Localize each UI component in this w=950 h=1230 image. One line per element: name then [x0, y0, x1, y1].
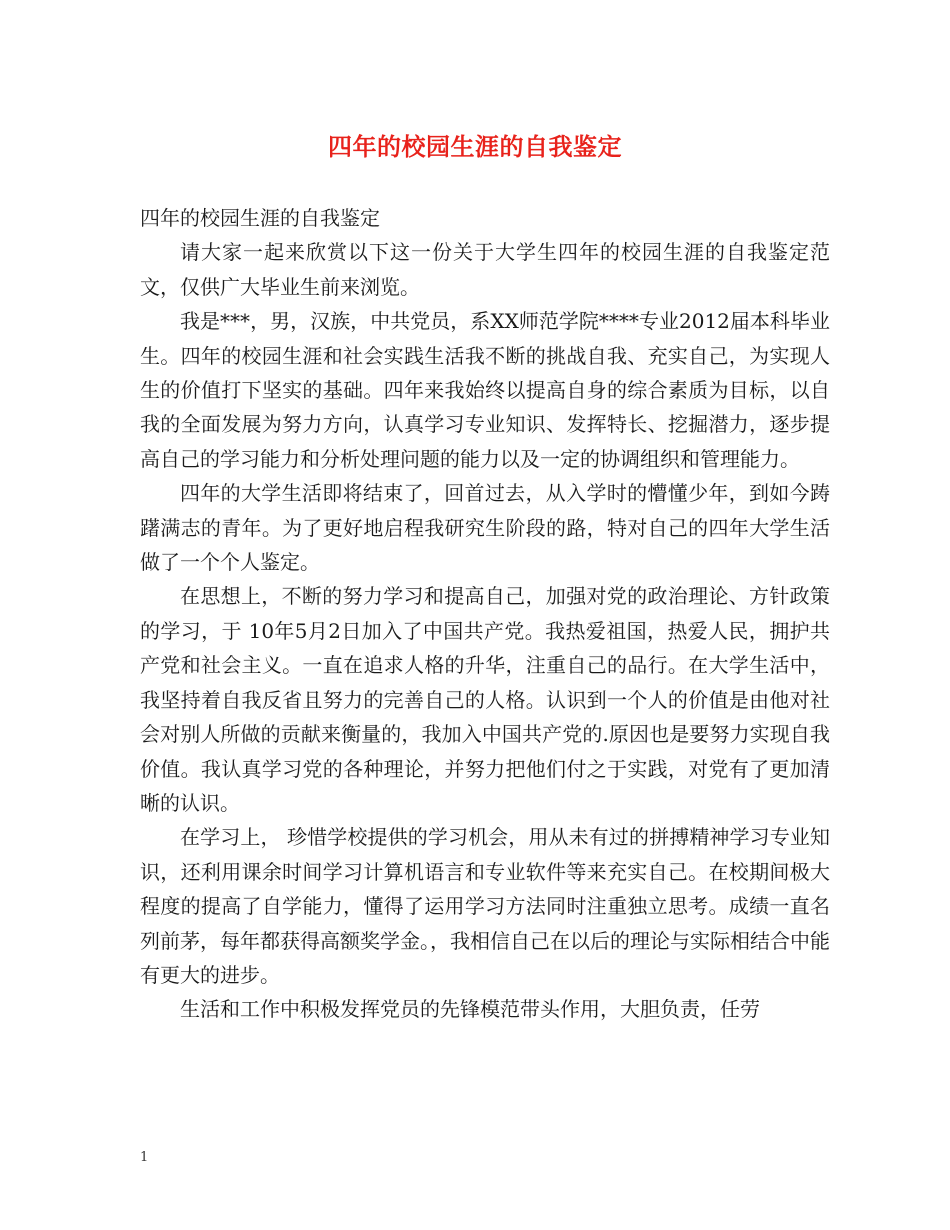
document-body — [140, 201, 830, 1027]
paragraph-ideology: 在思想上，不断的努力学习和提高自己，加强对党的政治理论、方针政策的学习，于 10年5月2日加入了中国共产党。我热爱祖国，热爱人民，拥护共产党和社会主义。一直在追求人格的升华，注重自己的品行。在大学生活中，我坚持着自我反省且努力的完善自己的人格。认识到一个人的价值是由他对社会对别人所做的贡献来衡量的，我加入中国共产党的.原因也是要努力实现自我价值。我认真学习党的各种理论，并努力把他们付之于实践，对党有了更加清晰的认识。 — [140, 584, 830, 815]
paragraph-self-introduction: 我是***，男，汉族，中共党员，系XX师范学院****专业2012届本科毕业生。四年的校园生涯和社会实践生活我不断的挑战自我、充实自己，为实现人生的价值打下坚实的基础。四年来我始终以提高自身的综合素质为目标，以自我的全面发展为努力方向，认真学习专业知识、发挥特长、挖掘潜力，逐步提高自己的学习能力和分析处理问题的能力以及一定的协调组织和管理能力。 — [140, 309, 830, 471]
document-subtitle: 四年的校园生涯的自我鉴定 — [140, 206, 380, 230]
document-title: 四年的校园生涯的自我鉴定 — [328, 132, 622, 161]
paragraph-life-work: 生活和工作中积极发挥党员的先锋模范带头作用，大胆负责，任劳 — [180, 997, 760, 1022]
page-number: 1 — [140, 1150, 149, 1165]
paragraph-looking-back: 四年的大学生活即将结束了，回首过去，从入学时的懵懂少年，到如今踌躇满志的青年。为了更好地启程我研究生阶段的路，特对自己的四年大学生活做了一个个人鉴定。 — [140, 481, 830, 575]
paragraph-intro: 请大家一起来欣赏以下这一份关于大学生四年的校园生涯的自我鉴定范文，仅供广大毕业生前来浏览。 — [140, 240, 830, 299]
paragraph-study: 在学习上， 珍惜学校提供的学习机会，用从未有过的拼搏精神学习专业知识，还利用课余时间学习计算机语言和专业软件等来充实自己。在校期间极大程度的提高了自学能力，懂得了运用学习方法同时注重独立思考。成绩一直名列前茅，每年都获得高额奖学金。，我相信自己在以后的理论与实际相结合中能有更大的进步。 — [140, 825, 830, 987]
